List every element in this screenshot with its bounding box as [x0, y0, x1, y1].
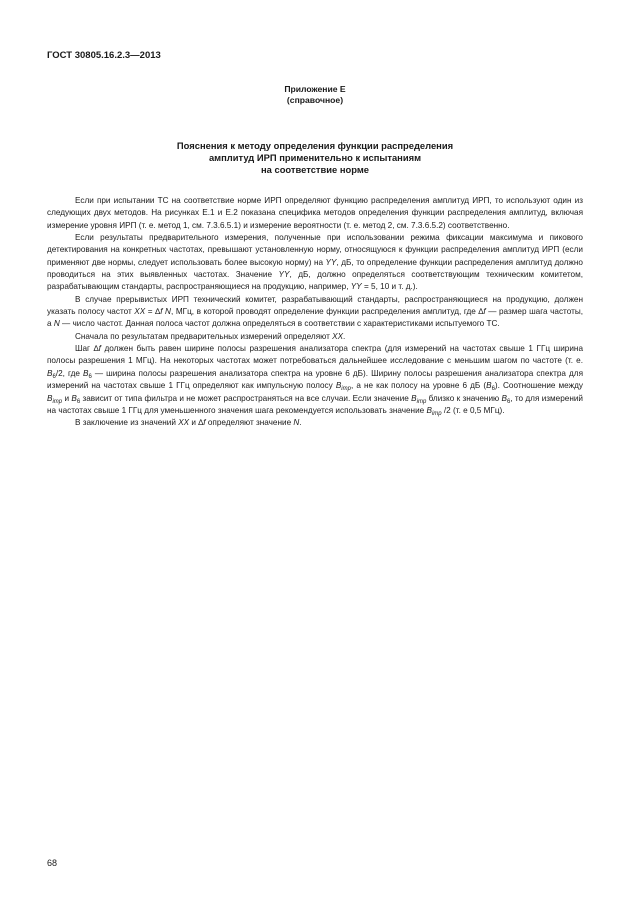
paragraph-6: В заключение из значений XX и ∆f определяют значение N. — [75, 418, 302, 428]
paragraph-3: В случае прерывистых ИРП технический комитет, разрабатывающий стандарты, распространяющиеся на продукцию, должен указать полосу частот XX = ∆f N, МГц, в которой проводят определение функции распределения амплитуд, где ∆f — размер шага частоты, а N — число частот. Данная полоса частот должна определяться в соответствии с характеристиками испытуемого ТС. — [47, 294, 583, 329]
title-line-3: на соответствие норме — [261, 164, 369, 175]
paragraph-5: Шаг ∆f должен быть равен ширине полосы разрешения анализатора спектра (для измерений на частотах свыше 1 ГГц ширина полосы разрешения 1 МГц). На некоторых частотах может потребоваться дальнейшее исследование с меньшим шагом по частоте (т. е. $B_6/2$, где $B_6$ — ширина полосы разрешения анализатора спектра на уровне 6 дБ). Ширину полосы разрешения анализатора спектра для измерений на частотах свыше 1 ГГц определяют как импульсную полосу $B_{imp}$, а не как полосу на уровне 6 дБ $(B_6)$. Соотношение между $B_{imp}$ и $B_6$ зависит от типа фильтра и не может распространяться на все случаи. Если значение $B_{imp}$ близко к значению $B_6$, то для измерений на частотах свыше 1 ГГц для уменьшенного значения шага рекомендуется использовать значение $B_{imp}$ /2 (т. е 0,5 МГц). — [47, 344, 584, 417]
paragraph-1: Если при испытании ТС на соответствие норме ИРП определяют функцию распределения амплитуд ИРП, то используют один из следующих двух методов. На рисунках Е.1 и Е.2 показана специфика методов определения функции распределения амплитуд, включая измерение уровня ИРП (т. е. метод 1, см. 7.3.6.5.1) и измерение вероятности (т. е. метод 2, см. 7.3.6.5.2) соответственно. — [47, 196, 583, 230]
standard-designation: ГОСТ 30805.16.2.3—2013 — [47, 50, 161, 61]
paragraph-2: Если результаты предварительного измерения, полученные при использовании режима фиксации максимума и пикового детектирования на конкретных частотах, превышают установленную норму, относящуюся к функции распределения амплитуд ИРП (если применяют две нормы, следует использовать более высокую норму) на YY, дБ, то определение функции распределения амплитуд должно проводиться на этих выявленных частотах. Значение YY, дБ, должно определяться соответствующим техническим комитетом, разрабатывающим стандарты, распространяющиеся на продукцию, например, YY = 5, 10 и т. д.). — [47, 233, 584, 292]
annex-label: Приложение Е — [284, 84, 346, 94]
body-text — [47, 195, 583, 430]
page-number: 68 — [47, 858, 58, 868]
title-line-2: амплитуд ИРП применительно к испытаниям — [208, 152, 422, 163]
title-line-1: Пояснения к методу определения функции распределения — [176, 140, 454, 151]
annex-title — [60, 140, 570, 176]
annex-heading — [0, 84, 630, 106]
annex-kind: (справочное) — [286, 95, 344, 105]
paragraph-4: Сначала по результатам предварительных измерений определяют XX. — [75, 331, 346, 341]
